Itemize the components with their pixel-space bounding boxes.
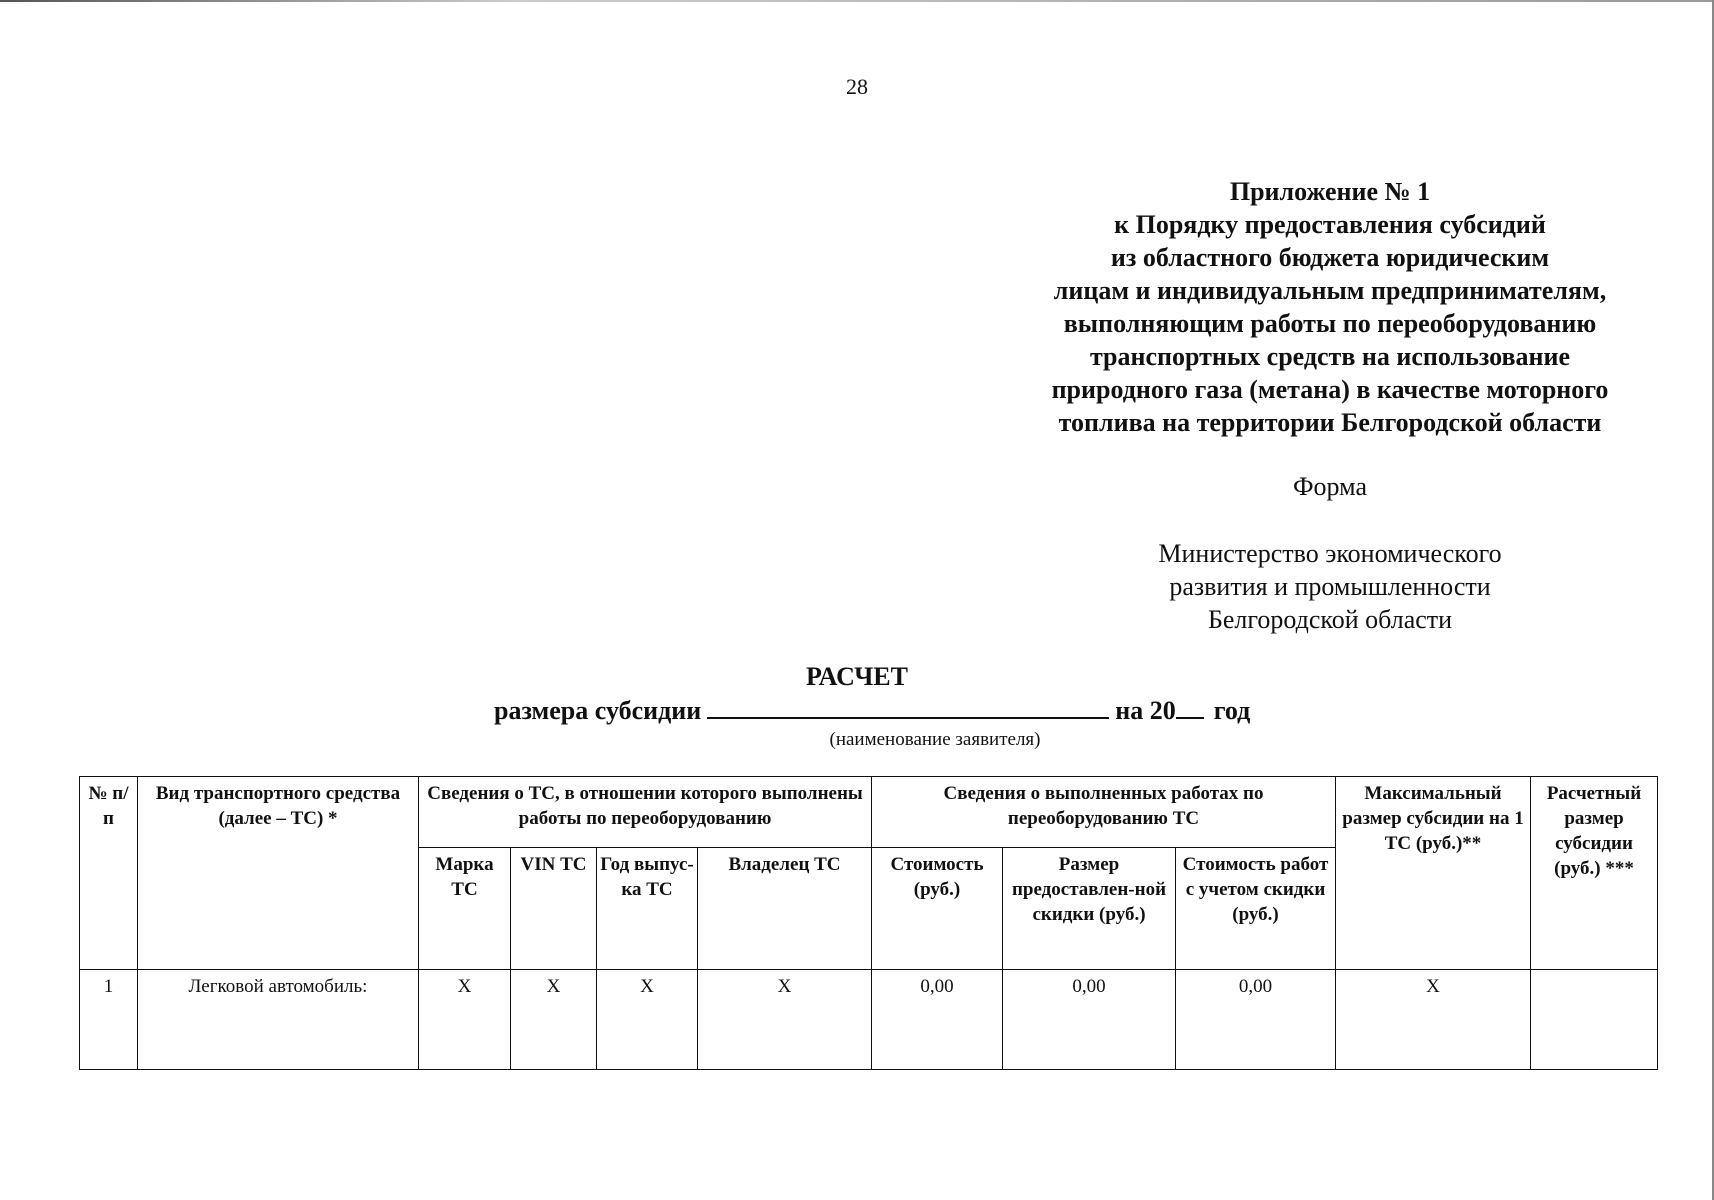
header-brand: Марка ТС — [419, 848, 511, 970]
header-vehicle-type: Вид транспортного средства (далее – ТС) * — [138, 777, 419, 970]
header-discount: Размер предоставлен-ной скидки (руб.) — [1003, 848, 1176, 970]
ministry-line: развития и промышленности — [1169, 572, 1491, 601]
applicant-caption: (наименование заявителя) — [829, 729, 1041, 750]
appendix-line: топлива на территории Белгородской области — [1058, 408, 1602, 437]
cell-brand: Х — [419, 970, 511, 1070]
year-blank — [1176, 697, 1204, 719]
page-number: 28 — [846, 74, 868, 99]
cell-year: Х — [597, 970, 698, 1070]
table-header-row — [80, 777, 1658, 848]
appendix-line: из областного бюджета юридическим — [1110, 243, 1550, 272]
header-calc-subsidy: Расчетный размер субсидии (руб.) *** — [1531, 777, 1658, 970]
appendix-line: выполняющим работы по переоборудованию — [1063, 309, 1597, 338]
subtitle-middle: на 20 — [1115, 696, 1176, 725]
cell-owner: Х — [698, 970, 872, 1070]
cell-cost: 0,00 — [872, 970, 1003, 1070]
header-owner: Владелец ТС — [698, 848, 872, 970]
appendix-line: природного газа (метана) в качестве моторного — [1051, 375, 1609, 404]
ministry-line: Министерство экономического — [1158, 539, 1502, 568]
cell-calc-subsidy — [1531, 970, 1658, 1070]
cell-cost-with-discount: 0,00 — [1176, 970, 1336, 1070]
header-works-info-group: Сведения о выполненных работах по переоборудованию ТС — [872, 777, 1336, 848]
subtitle-prefix: размера субсидии — [494, 696, 702, 725]
header-year: Год выпус-ка ТС — [597, 848, 698, 970]
cell-number: 1 — [80, 970, 138, 1070]
appendix-header — [1000, 175, 1660, 439]
calculation-subtitle — [494, 695, 1250, 726]
cell-vehicle-type: Легковой автомобиль: — [138, 970, 419, 1070]
header-number: № п/п — [80, 777, 138, 970]
appendix-line: лицам и индивидуальным предпринимателям, — [1053, 276, 1607, 305]
cell-max-subsidy: Х — [1336, 970, 1531, 1070]
subsidy-calculation-table — [79, 776, 1658, 1070]
header-max-subsidy: Максимальный размер субсидии на 1 ТС (руб.)** — [1336, 777, 1531, 970]
table-row — [80, 970, 1658, 1070]
subtitle-suffix: год — [1213, 696, 1251, 725]
applicant-name-blank — [707, 695, 1109, 719]
scan-edge-top — [0, 0, 1714, 2]
appendix-line: транспортных средств на использование — [1089, 342, 1571, 371]
header-vin: VIN ТС — [511, 848, 597, 970]
calculation-title: РАСЧЕТ — [806, 662, 908, 691]
form-label: Форма — [1293, 472, 1367, 501]
ministry-block — [1000, 537, 1660, 636]
header-cost: Стоимость (руб.) — [872, 848, 1003, 970]
cell-discount: 0,00 — [1003, 970, 1176, 1070]
ministry-line: Белгородской области — [1207, 605, 1453, 634]
appendix-line: к Порядку предоставления субсидий — [1114, 210, 1546, 239]
header-cost-with-discount: Стоимость работ с учетом скидки (руб.) — [1176, 848, 1336, 970]
appendix-line: Приложение № 1 — [1229, 177, 1431, 206]
cell-vin: Х — [511, 970, 597, 1070]
header-vehicle-info-group: Сведения о ТС, в отношении которого выполнены работы по переоборудованию — [419, 777, 872, 848]
